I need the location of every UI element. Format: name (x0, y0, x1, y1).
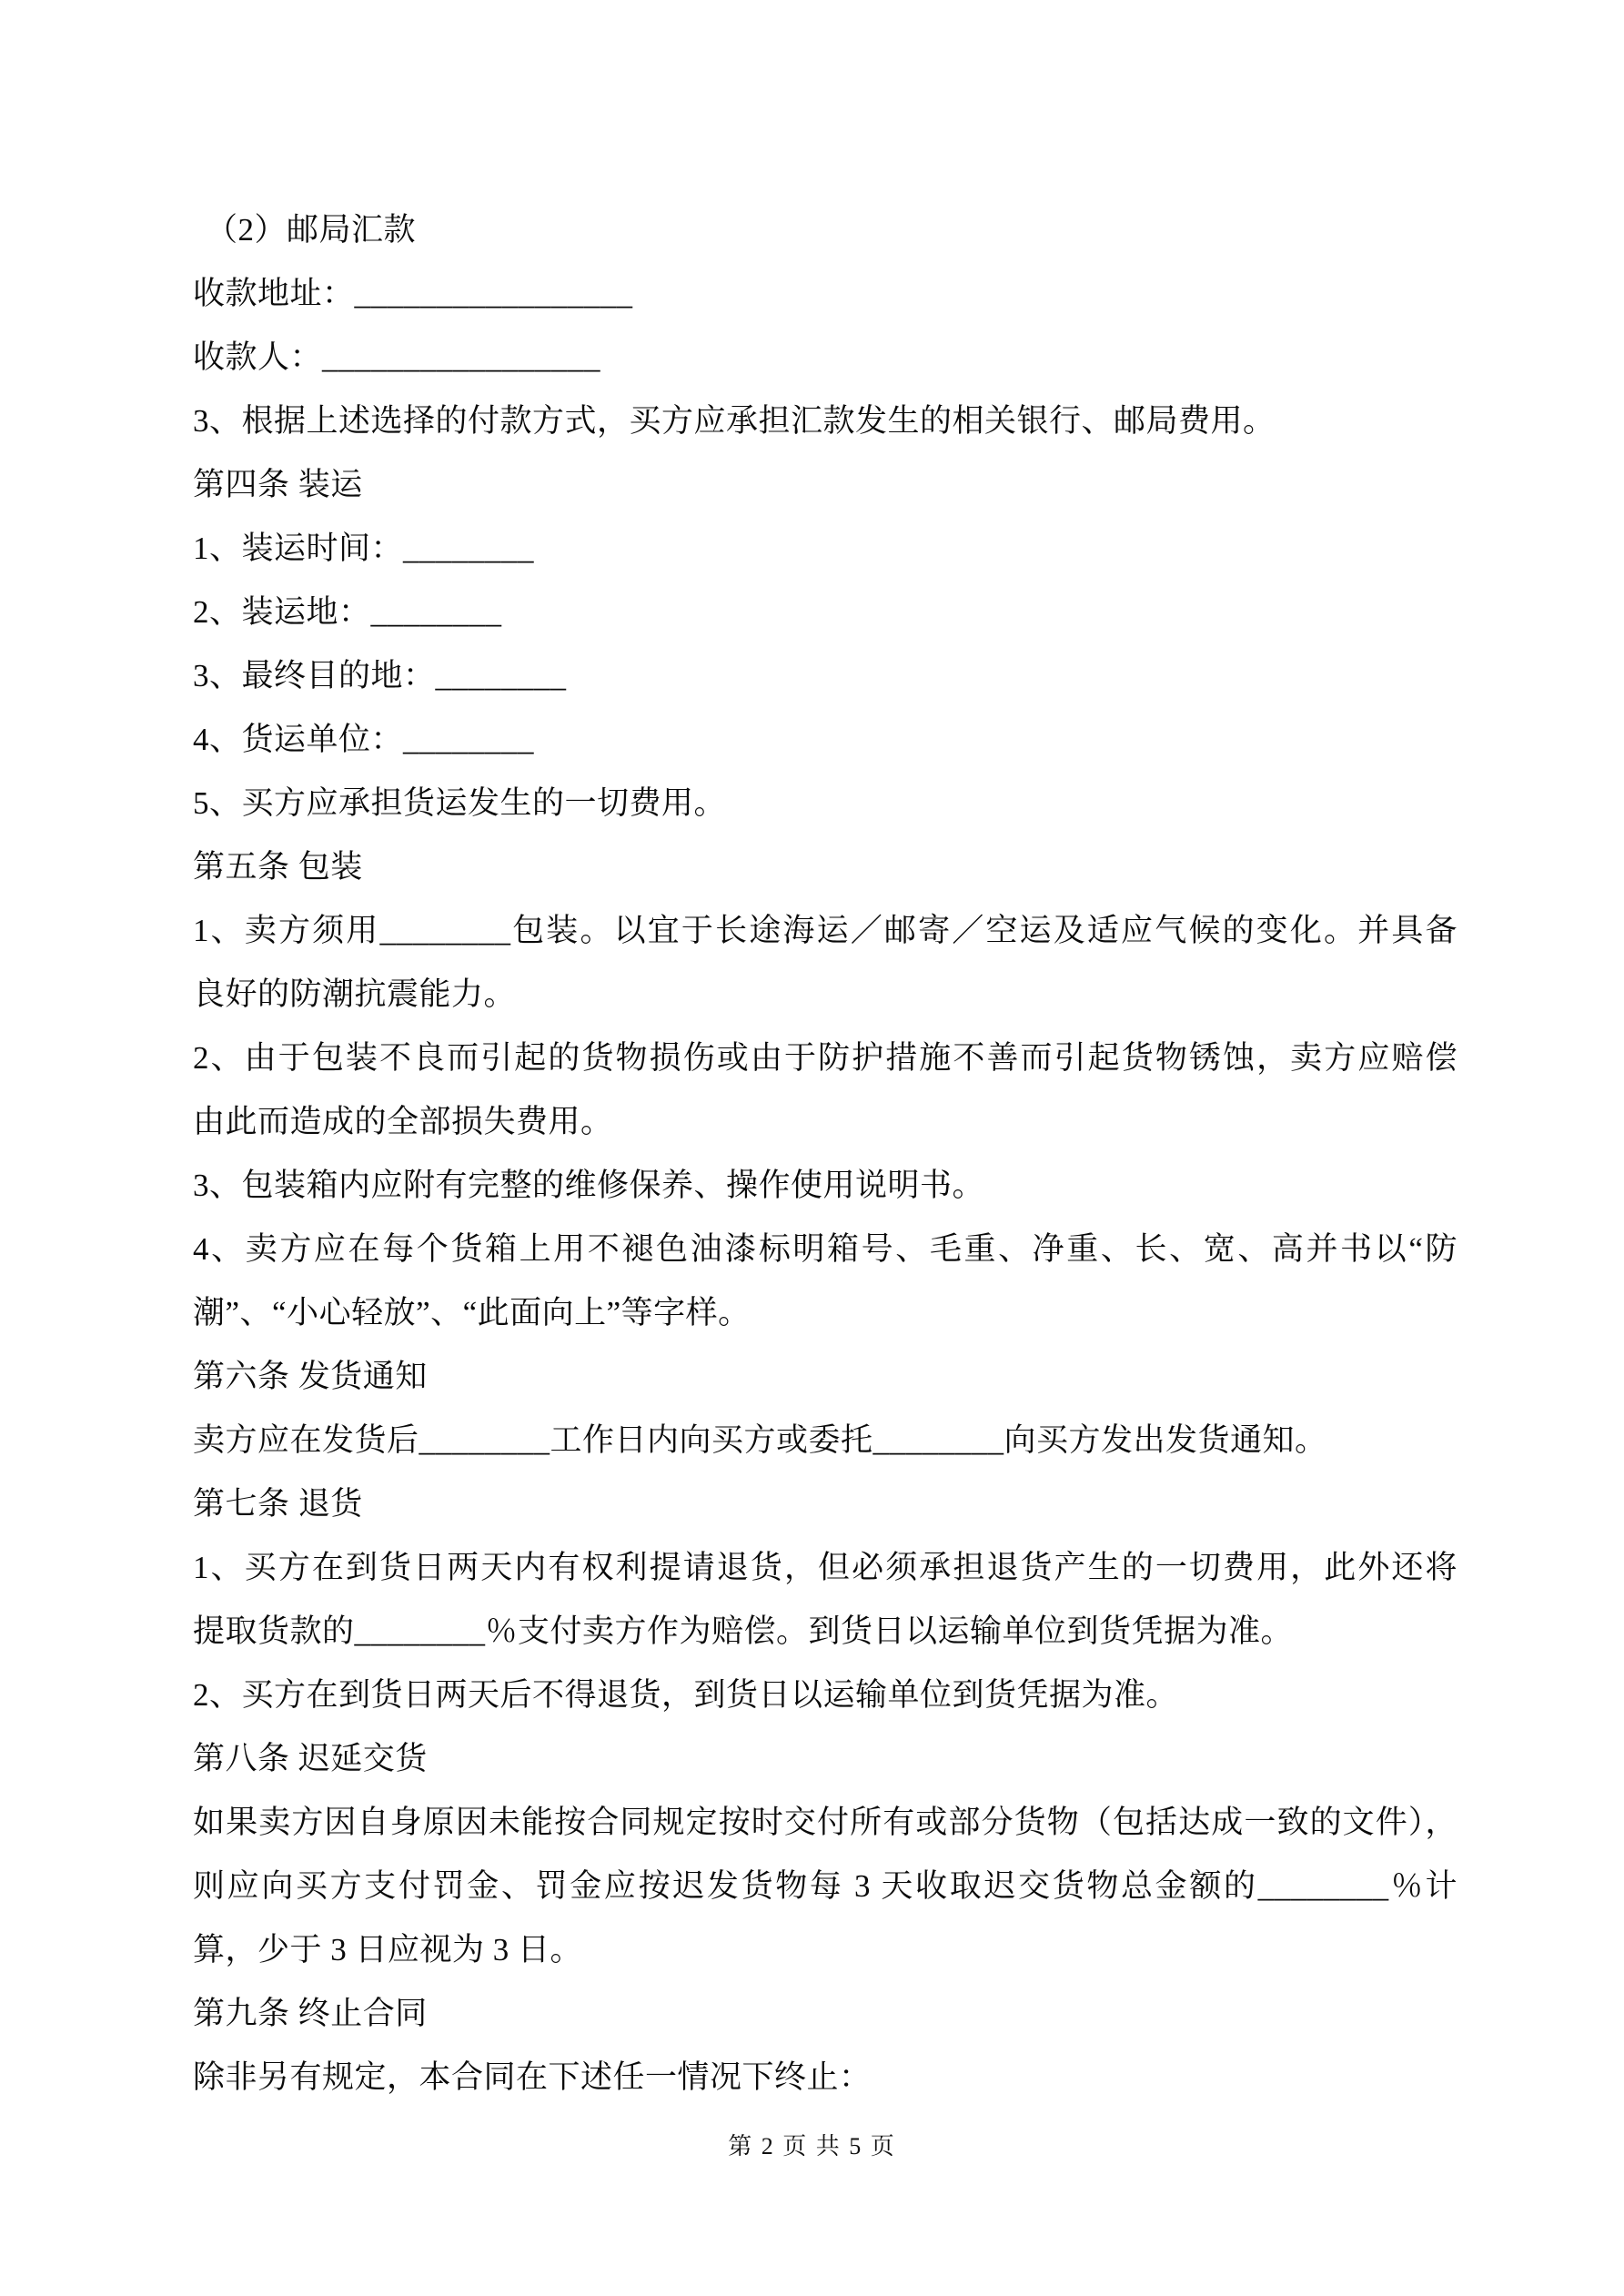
doc-line: 5、买方应承担货运发生的一切费用。 (193, 785, 727, 821)
field-payee-name: 收款人：_________________ (193, 339, 601, 375)
clause-heading-7-returns: 第七条 退货 (193, 1486, 363, 1522)
doc-line: 卖方应在发货后________工作日内向买方或委托________向买方发出发货通知。 (193, 1422, 1327, 1458)
contract-body (193, 198, 1458, 2109)
doc-line: 如果卖方因自身原因未能按合同规定按时交付所有或部分货物（包括达成一致的文件）， (193, 1805, 1458, 1840)
doc-line: 除非另有规定，本合同在下述任一情况下终止： (193, 2059, 872, 2095)
doc-line: 4、卖方应在每个货箱上用不褪色油漆标明箱号、毛重、净重、长、宽、高并书以“防 (193, 1231, 1458, 1267)
clause-heading-6-shipping-notice: 第六条 发货通知 (193, 1359, 428, 1394)
sub-item-postal-remittance: （2）邮局汇款 (206, 212, 417, 248)
field-payee-address: 收款地址：_________________ (193, 276, 633, 311)
clause-heading-4-shipping: 第四条 装运 (193, 467, 363, 502)
doc-line: 则应向买方支付罚金、罚金应按迟发货物每 3 天收取迟交货物总金额的________％计 (193, 1868, 1458, 1904)
doc-line: 2、由于包装不良而引起的货物损伤或由于防护措施不善而引起货物锈蚀，卖方应赔偿 (193, 1040, 1458, 1076)
clause-heading-5-packaging: 第五条 包装 (193, 849, 363, 885)
doc-line: 由此而造成的全部损失费用。 (193, 1104, 613, 1139)
field-freight-unit: 4、货运单位：________ (193, 722, 535, 757)
field-shipping-time: 1、装运时间：________ (193, 531, 535, 566)
doc-line: 2、买方在到货日两天后不得退货，到货日以运输单位到货凭据为准。 (193, 1677, 1179, 1713)
doc-line: 1、卖方须用________包装。以宜于长途海运／邮寄／空运及适应气候的变化。并具备 (193, 913, 1458, 948)
doc-line: 1、买方在到货日两天内有权利提请退货，但必须承担退货产生的一切费用，此外还将 (193, 1550, 1458, 1585)
field-shipping-place: 2、装运地：________ (193, 594, 502, 630)
clause-heading-8-late-delivery: 第八条 迟延交货 (193, 1741, 428, 1776)
doc-line: 良好的防潮抗震能力。 (193, 976, 517, 1012)
page-footer: 第 2 页 共 5 页 (728, 2133, 896, 2159)
doc-line: 算，少于 3 日应视为 3 日。 (193, 1932, 583, 1967)
field-final-destination: 3、最终目的地：________ (193, 658, 567, 693)
doc-line: 3、根据上述选择的付款方式，买方应承担汇款发生的相关银行、邮局费用。 (193, 403, 1276, 439)
doc-line: 提取货款的________％支付卖方作为赔偿。到货日以运输单位到货凭据为准。 (193, 1613, 1294, 1649)
doc-line: 3、包装箱内应附有完整的维修保养、操作使用说明书。 (193, 1168, 985, 1203)
doc-line: 潮”、“小心轻放”、“此面向上”等字样。 (193, 1295, 751, 1330)
clause-heading-9-termination: 第九条 终止合同 (193, 1996, 428, 2031)
